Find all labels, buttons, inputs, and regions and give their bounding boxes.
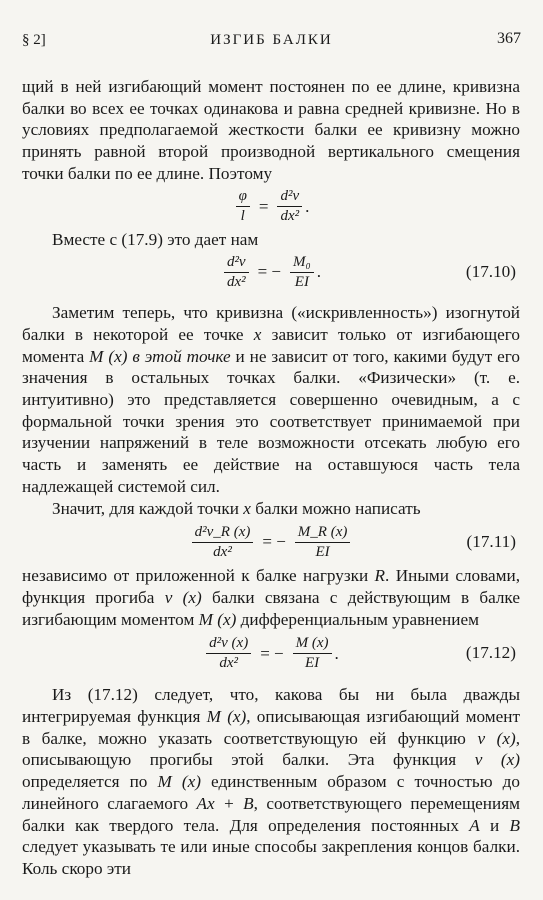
page-number: 367 — [497, 30, 521, 47]
equation-number: (17.11) — [466, 532, 516, 552]
page-body — [22, 76, 520, 880]
paragraph-4: Значит, для каждой точки x балки можно написать — [52, 498, 421, 518]
equation-curvature: $\frac{\varphi}{l}$ = $\frac{\text{d²v}}{\text{dx²}}$ . — [22, 185, 520, 229]
equation-number: (17.10) — [465, 262, 516, 282]
paragraph-2: Вместе с (17.9) это дает нам — [52, 229, 259, 249]
section-marker: § 2] — [22, 32, 46, 48]
fraction-phi-over-l: $\frac{\varphi}{l}$ — [236, 188, 250, 225]
paragraph-3: Заметим теперь, что кривизна («искривленность») изогнутой балки в некоторой ее точке x зависит только от изгибающего момента M (x) в этой точке и не зависит от того, какими будут его значения в остальных точках балки. «Физически» (т. е. интуитивно) это представляется совершенно очевидным, а с формальной точки зрения это соответствует принимаемой при изучении напряжений в теле возможности отсекать любую его часть и заменять ее действие на оставшуюся часть тела надлежащей системой сил. — [22, 303, 521, 496]
equation-17-12: $\frac{\text{d²v (x)}}{\text{dx²}}$ = − $\frac{M (x)}{EI}$ . (17.12) — [22, 630, 520, 676]
equation-number: (17.12) — [465, 643, 516, 663]
emphasis-text: в этой точке — [127, 346, 231, 366]
running-header — [22, 30, 521, 54]
paragraph-1: щий в ней изгибающий момент постоянен по ее длине, кривизна балки во всех ее точках одинакова и равна средней кривизне. Но в условиях предполагаемой жесткости балки ее кривизну можно принять равной второй производной вертикального смещения точки балки по ее длине. Поэтому — [22, 77, 520, 183]
equation-17-10: $\frac{\text{d²v}}{\text{dx²}}$ = − $\frac{\text{M₀}}{EI}$ . (17.10) — [22, 250, 520, 294]
page-title: ИЗГИБ БАЛКИ — [210, 32, 333, 48]
fraction-second-derivative: $\frac{\text{d²v}}{\text{dx²}}$ — [277, 188, 302, 225]
equation-17-11: $\frac{\text{d²v\_R (x)}}{\text{dx²}}$ = − $\frac{M\_R (x)}{EI}$ (17.11) — [22, 519, 520, 565]
paragraph-6: Из (17.12) следует, что, какова бы ни была дважды интегрируемая функция M (x), описывающая изгибающий момент в балке, можно указать соответствующую ей функцию v (x), описывающую прогибы этой балки. Эта функция v (x) определяется по M (x) единственным образом с точностью до линейного слагаемого Ax + B, соответствующего перемещениям балки как твердого тела. Для определения постоянных A и B следует указывать те или иные способы закрепления концов балки. Коль скоро эти — [22, 685, 521, 878]
paragraph-5: независимо от приложенной к балке нагрузки R. Иными словами, функция прогиба v (x) балки связана с действующим в балке изгибающим моментом M (x) дифференциальным уравнением — [22, 566, 521, 629]
